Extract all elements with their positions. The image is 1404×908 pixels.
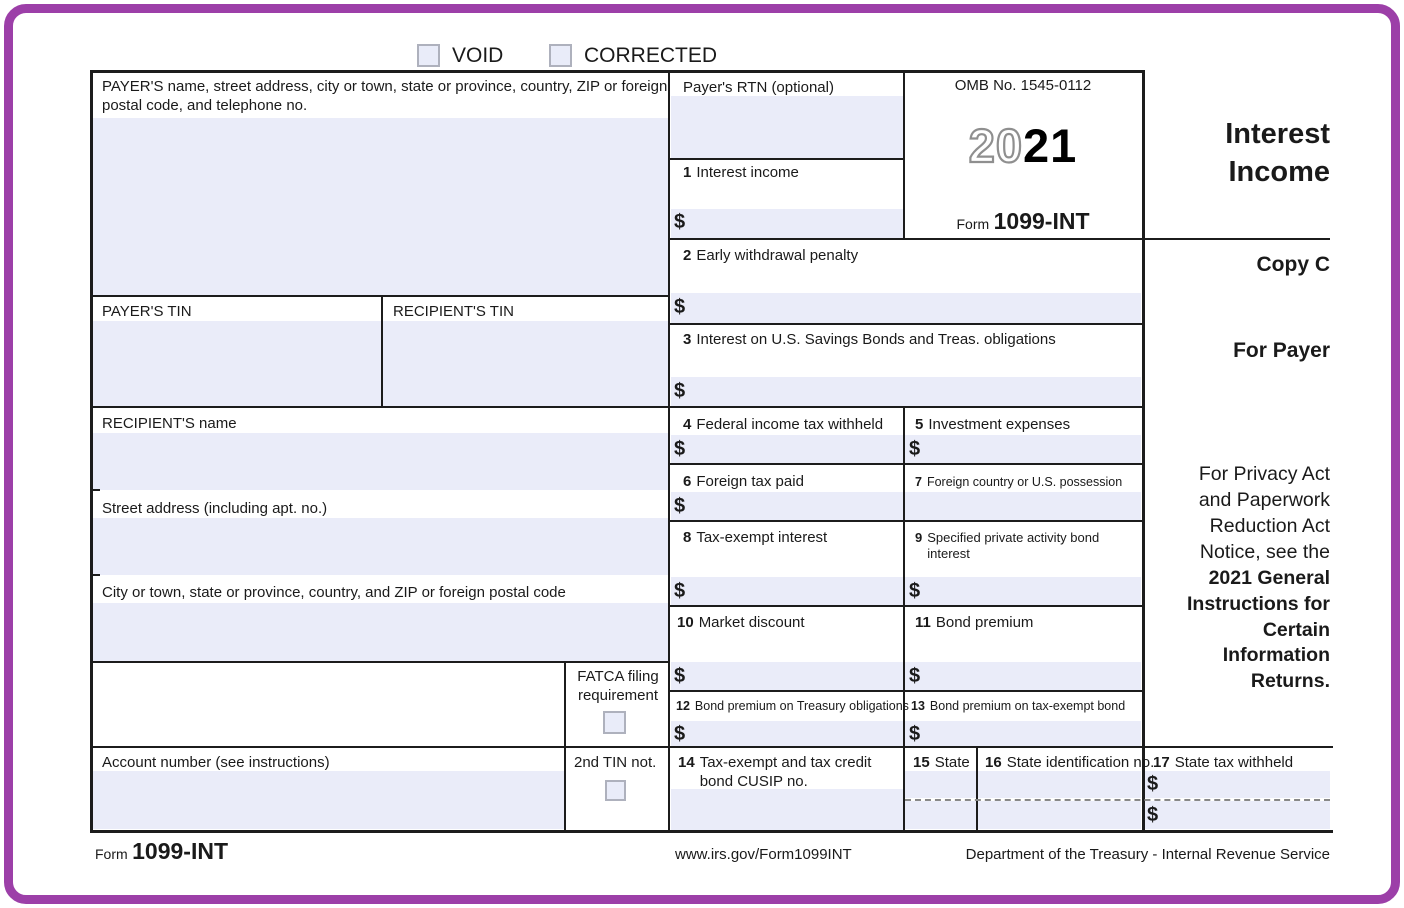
form-grid-line (90, 574, 100, 576)
foreign-tax-paid-input[interactable] (671, 492, 903, 520)
account-number-input[interactable] (93, 771, 564, 829)
recipient-tin-label: RECIPIENT'S TIN (393, 303, 514, 320)
form-grid-line (903, 406, 905, 833)
currency-symbol: $ (909, 438, 921, 460)
currency-symbol: $ (1147, 804, 1159, 826)
state-id-input-1[interactable] (978, 771, 1141, 798)
form-grid-line (90, 746, 1333, 748)
foreign-country-input[interactable] (905, 492, 1141, 520)
interest-income-input[interactable] (671, 209, 903, 238)
tax-exempt-interest-input[interactable] (671, 577, 903, 605)
state-id-input-2[interactable] (978, 801, 1141, 829)
form-grid-line (381, 295, 383, 408)
box4-label: 4 Federal income tax withheld (683, 416, 884, 433)
bond-premium-input[interactable] (905, 662, 1141, 690)
box6-label: 6 Foreign tax paid (683, 473, 804, 490)
state-input-2[interactable] (905, 801, 976, 829)
box16-label: 16 State identification no. (985, 754, 1155, 771)
fatca-checkbox[interactable] (603, 711, 626, 734)
street-address-label: Street address (including apt. no.) (102, 500, 328, 517)
box11-label: 11 Bond premium (915, 614, 1034, 631)
currency-symbol: $ (674, 380, 686, 402)
box5-label: 5 Investment expenses (915, 416, 1071, 433)
form-grid-line (90, 661, 670, 663)
corrected-label: CORRECTED (584, 44, 718, 67)
currency-symbol: $ (674, 296, 686, 318)
second-tin-label: 2nd TIN not. (574, 754, 657, 771)
form-grid-line (976, 746, 978, 833)
form-grid-line (670, 158, 905, 160)
payer-name-label: PAYER'S name, street address, city or town, state or province, country, ZIP or foreign postal code, and telephone no. (102, 78, 668, 114)
footer-form-number: Form 1099-INT (95, 838, 228, 864)
box7-label: 7 Foreign country or U.S. possession (915, 475, 1123, 489)
form-grid-line (670, 323, 1145, 325)
footer-department: Department of the Treasury - Internal Revenue Service (965, 846, 1330, 863)
form-grid-line (90, 295, 670, 297)
city-input[interactable] (93, 603, 668, 661)
privacy-notice: For Privacy Act and Paperwork Reduction Act Notice, see the 2021 General Instructions for Certain Information Returns. (1186, 463, 1330, 693)
payer-rtn-input[interactable] (671, 96, 903, 158)
currency-symbol: $ (674, 580, 686, 602)
box3-label: 3 Interest on U.S. Savings Bonds and Treas. obligations (683, 331, 1056, 348)
box13-label: 13 Bond premium on tax-exempt bond (911, 699, 1126, 713)
bond-premium-tax-exempt-input[interactable] (905, 721, 1141, 746)
form-grid-line (90, 489, 100, 491)
form-grid-line (90, 406, 1145, 408)
market-discount-input[interactable] (671, 662, 903, 690)
street-address-input[interactable] (93, 518, 668, 575)
box10-label: 10 Market discount (677, 614, 805, 631)
currency-symbol: $ (1147, 773, 1159, 795)
payer-name-input[interactable] (93, 118, 668, 295)
box12-label: 12 Bond premium on Treasury obligations (676, 699, 909, 713)
fatca-label: FATCA filing requirement (577, 668, 659, 704)
form-grid-line (670, 520, 1145, 522)
form-title: Interest Income (1225, 118, 1330, 188)
early-withdrawal-penalty-input[interactable] (671, 293, 1141, 323)
currency-symbol: $ (909, 580, 921, 602)
box17-label: 17 State tax withheld (1153, 754, 1294, 771)
form-grid-line (670, 238, 1330, 240)
currency-symbol: $ (674, 211, 686, 233)
form-grid-line (670, 605, 1145, 607)
form-grid-line (564, 661, 566, 833)
cusip-input[interactable] (671, 789, 903, 830)
currency-symbol: $ (674, 665, 686, 687)
savings-bonds-interest-input[interactable] (671, 377, 1141, 406)
second-tin-checkbox[interactable] (605, 780, 626, 801)
account-number-label: Account number (see instructions) (102, 754, 330, 771)
city-label: City or town, state or province, country, and ZIP or foreign postal code (102, 584, 566, 601)
box9-label: 9 Specified private activity bond interest (915, 530, 1100, 562)
recipient-name-label: RECIPIENT'S name (102, 415, 237, 432)
currency-symbol: $ (674, 495, 686, 517)
state-tax-withheld-input-1[interactable] (1145, 771, 1330, 798)
currency-symbol: $ (909, 665, 921, 687)
form-number-header: Form 1099-INT (956, 208, 1090, 234)
box8-label: 8 Tax-exempt interest (683, 529, 828, 546)
void-label: VOID (452, 44, 504, 67)
payer-tin-input[interactable] (93, 321, 381, 406)
state-tax-withheld-input-2[interactable] (1145, 801, 1330, 829)
currency-symbol: $ (674, 438, 686, 460)
box2-label: 2 Early withdrawal penalty (683, 247, 859, 264)
footer-url[interactable]: www.irs.gov/Form1099INT (675, 846, 852, 863)
box14-label: 14 Tax-exempt and tax credit bond CUSIP no. (678, 754, 872, 790)
state-row-dashed-divider (905, 799, 1330, 801)
void-checkbox[interactable] (417, 44, 440, 67)
tax-year: 2021 (968, 119, 1078, 172)
federal-tax-withheld-input[interactable] (671, 435, 903, 463)
copy-designation: Copy C (1256, 253, 1330, 276)
payer-rtn-label: Payer's RTN (optional) (683, 79, 834, 96)
form-grid-line (670, 463, 1145, 465)
investment-expenses-input[interactable] (905, 435, 1141, 463)
private-activity-bond-input[interactable] (905, 577, 1141, 605)
payer-tin-label: PAYER'S TIN (102, 303, 192, 320)
box15-label: 15 State (913, 754, 970, 771)
form-grid-line (670, 690, 1145, 692)
corrected-checkbox[interactable] (549, 44, 572, 67)
box1-label: 1 Interest income (683, 164, 799, 181)
state-input-1[interactable] (905, 771, 976, 798)
omb-number: OMB No. 1545-0112 (954, 77, 1092, 94)
bond-premium-treasury-input[interactable] (671, 721, 903, 746)
currency-symbol: $ (674, 723, 686, 745)
currency-symbol: $ (909, 723, 921, 745)
recipient-name-input[interactable] (93, 433, 668, 490)
for-payer-label: For Payer (1233, 339, 1330, 362)
form-grid-line (1143, 830, 1333, 833)
recipient-tin-input[interactable] (383, 321, 668, 406)
form-grid-line (668, 70, 670, 833)
